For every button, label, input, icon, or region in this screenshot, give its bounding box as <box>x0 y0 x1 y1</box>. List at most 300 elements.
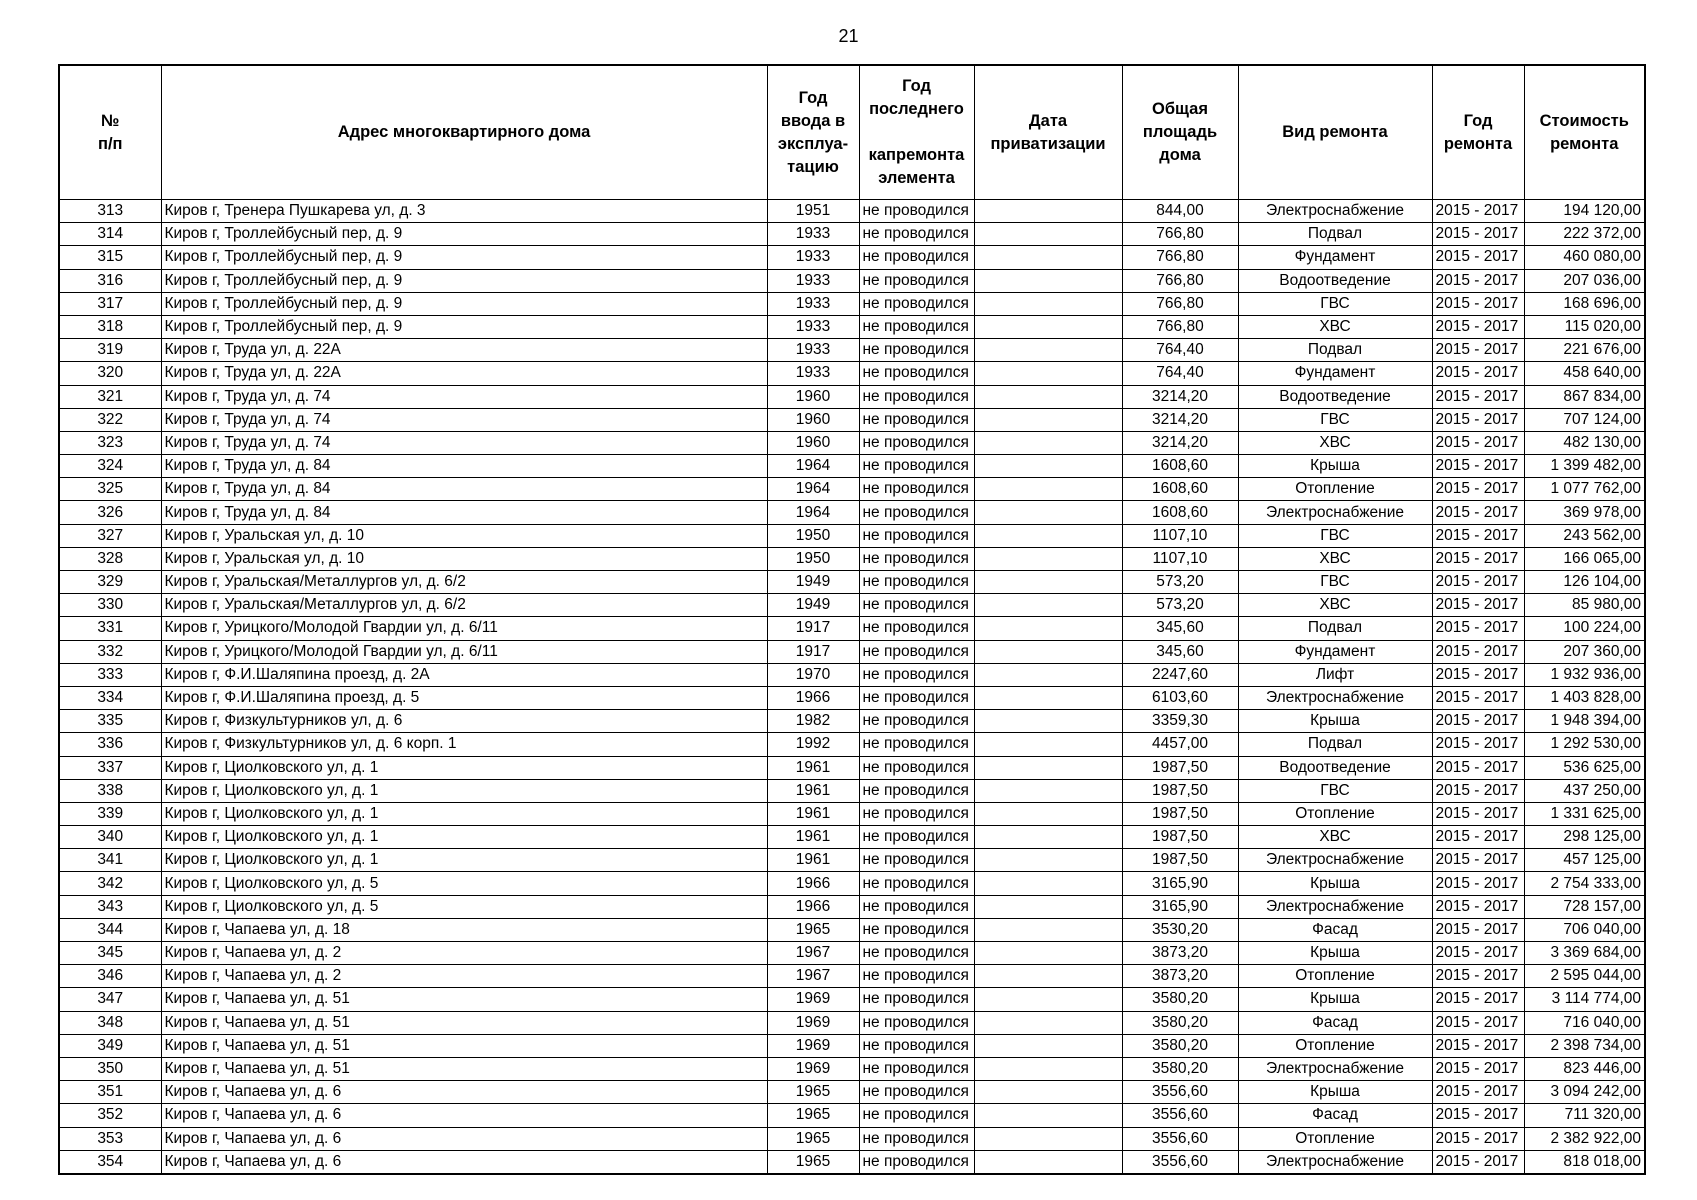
year-built-cell: 1950 <box>767 547 859 570</box>
year-built-cell: 1965 <box>767 1127 859 1150</box>
address-cell: Киров г, Циолковского ул, д. 5 <box>161 872 767 895</box>
row-number: 324 <box>59 455 161 478</box>
repair-type-cell: Подвал <box>1238 617 1432 640</box>
cost-cell: 3 369 684,00 <box>1524 942 1645 965</box>
row-number: 328 <box>59 547 161 570</box>
repair-period-cell: 2015 - 2017 <box>1432 988 1524 1011</box>
last-repair-cell: не проводился <box>859 478 974 501</box>
cost-cell: 437 250,00 <box>1524 779 1645 802</box>
year-built-cell: 1933 <box>767 339 859 362</box>
last-repair-cell: не проводился <box>859 292 974 315</box>
repair-period-cell: 2015 - 2017 <box>1432 478 1524 501</box>
last-repair-cell: не проводился <box>859 779 974 802</box>
address-cell: Киров г, Чапаева ул, д. 18 <box>161 918 767 941</box>
table-row <box>59 524 1645 547</box>
repair-period-cell: 2015 - 2017 <box>1432 686 1524 709</box>
repair-period-cell: 2015 - 2017 <box>1432 200 1524 223</box>
cost-cell: 482 130,00 <box>1524 431 1645 454</box>
address-cell: Киров г, Труда ул, д. 74 <box>161 385 767 408</box>
last-repair-cell: не проводился <box>859 849 974 872</box>
cost-cell: 867 834,00 <box>1524 385 1645 408</box>
table-row <box>59 965 1645 988</box>
last-repair-cell: не проводился <box>859 455 974 478</box>
repair-period-cell: 2015 - 2017 <box>1432 895 1524 918</box>
cost-cell: 207 360,00 <box>1524 640 1645 663</box>
repair-type-cell: Электроснабжение <box>1238 849 1432 872</box>
repair-type-cell: Фундамент <box>1238 246 1432 269</box>
area-cell: 1107,10 <box>1122 524 1238 547</box>
row-number: 329 <box>59 571 161 594</box>
row-number: 321 <box>59 385 161 408</box>
address-cell: Киров г, Чапаева ул, д. 2 <box>161 942 767 965</box>
privatization-cell <box>974 200 1122 223</box>
address-cell: Киров г, Труда ул, д. 74 <box>161 408 767 431</box>
cost-cell: 298 125,00 <box>1524 826 1645 849</box>
repair-register-table <box>58 64 1646 1175</box>
area-cell: 3530,20 <box>1122 918 1238 941</box>
area-cell: 573,20 <box>1122 571 1238 594</box>
repair-type-cell: Крыша <box>1238 988 1432 1011</box>
repair-type-cell: Отопление <box>1238 802 1432 825</box>
repair-type-cell: Электроснабжение <box>1238 1057 1432 1080</box>
repair-period-cell: 2015 - 2017 <box>1432 547 1524 570</box>
repair-period-cell: 2015 - 2017 <box>1432 362 1524 385</box>
year-built-cell: 1933 <box>767 269 859 292</box>
year-built-cell: 1967 <box>767 965 859 988</box>
last-repair-cell: не проводился <box>859 1081 974 1104</box>
cost-cell: 1 932 936,00 <box>1524 663 1645 686</box>
table-row <box>59 571 1645 594</box>
address-cell: Киров г, Чапаева ул, д. 6 <box>161 1150 767 1174</box>
repair-type-cell: Крыша <box>1238 872 1432 895</box>
repair-type-cell: ГВС <box>1238 571 1432 594</box>
cost-cell: 1 331 625,00 <box>1524 802 1645 825</box>
cost-cell: 2 382 922,00 <box>1524 1127 1645 1150</box>
cost-cell: 458 640,00 <box>1524 362 1645 385</box>
privatization-cell <box>974 524 1122 547</box>
privatization-cell <box>974 663 1122 686</box>
last-repair-cell: не проводился <box>859 1104 974 1127</box>
year-built-cell: 1933 <box>767 223 859 246</box>
year-built-cell: 1961 <box>767 779 859 802</box>
last-repair-cell: не проводился <box>859 988 974 1011</box>
privatization-cell <box>974 501 1122 524</box>
table-row <box>59 1127 1645 1150</box>
header-year-built: Год ввода в эксплуа- тацию <box>767 65 859 200</box>
last-repair-cell: не проводился <box>859 756 974 779</box>
address-cell: Киров г, Троллейбусный пер, д. 9 <box>161 292 767 315</box>
table-row <box>59 315 1645 338</box>
address-cell: Киров г, Чапаева ул, д. 51 <box>161 988 767 1011</box>
address-cell: Киров г, Троллейбусный пер, д. 9 <box>161 246 767 269</box>
year-built-cell: 1917 <box>767 640 859 663</box>
year-built-cell: 1982 <box>767 710 859 733</box>
repair-type-cell: Крыша <box>1238 942 1432 965</box>
area-cell: 573,20 <box>1122 594 1238 617</box>
header-cost: Стоимость ремонта <box>1524 65 1645 200</box>
repair-period-cell: 2015 - 2017 <box>1432 849 1524 872</box>
repair-type-cell: Подвал <box>1238 339 1432 362</box>
year-built-cell: 1969 <box>767 1034 859 1057</box>
year-built-cell: 1961 <box>767 756 859 779</box>
cost-cell: 100 224,00 <box>1524 617 1645 640</box>
area-cell: 3556,60 <box>1122 1127 1238 1150</box>
area-cell: 3556,60 <box>1122 1081 1238 1104</box>
table-row <box>59 1011 1645 1034</box>
repair-type-cell: Электроснабжение <box>1238 200 1432 223</box>
privatization-cell <box>974 223 1122 246</box>
area-cell: 6103,60 <box>1122 686 1238 709</box>
year-built-cell: 1933 <box>767 315 859 338</box>
address-cell: Киров г, Тренера Пушкарева ул, д. 3 <box>161 200 767 223</box>
repair-period-cell: 2015 - 2017 <box>1432 1011 1524 1034</box>
area-cell: 1987,50 <box>1122 756 1238 779</box>
row-number: 354 <box>59 1150 161 1174</box>
repair-type-cell: Подвал <box>1238 223 1432 246</box>
repair-type-cell: Фасад <box>1238 918 1432 941</box>
repair-period-cell: 2015 - 2017 <box>1432 246 1524 269</box>
area-cell: 3165,90 <box>1122 872 1238 895</box>
cost-cell: 194 120,00 <box>1524 200 1645 223</box>
privatization-cell <box>974 1081 1122 1104</box>
year-built-cell: 1949 <box>767 594 859 617</box>
privatization-cell <box>974 408 1122 431</box>
repair-period-cell: 2015 - 2017 <box>1432 292 1524 315</box>
table-row <box>59 710 1645 733</box>
address-cell: Киров г, Чапаева ул, д. 2 <box>161 965 767 988</box>
address-cell: Киров г, Циолковского ул, д. 5 <box>161 895 767 918</box>
repair-period-cell: 2015 - 2017 <box>1432 315 1524 338</box>
address-cell: Киров г, Урицкого/Молодой Гвардии ул, д. 6/11 <box>161 640 767 663</box>
repair-period-cell: 2015 - 2017 <box>1432 1034 1524 1057</box>
last-repair-cell: не проводился <box>859 1057 974 1080</box>
privatization-cell <box>974 594 1122 617</box>
area-cell: 766,80 <box>1122 315 1238 338</box>
row-number: 326 <box>59 501 161 524</box>
repair-period-cell: 2015 - 2017 <box>1432 1150 1524 1174</box>
repair-type-cell: Фасад <box>1238 1104 1432 1127</box>
header-last-repair: Год последнего капремонта элемента <box>859 65 974 200</box>
row-number: 319 <box>59 339 161 362</box>
privatization-cell <box>974 547 1122 570</box>
privatization-cell <box>974 849 1122 872</box>
row-number: 336 <box>59 733 161 756</box>
cost-cell: 3 114 774,00 <box>1524 988 1645 1011</box>
table-row <box>59 617 1645 640</box>
area-cell: 1987,50 <box>1122 849 1238 872</box>
row-number: 346 <box>59 965 161 988</box>
privatization-cell <box>974 1127 1122 1150</box>
repair-period-cell: 2015 - 2017 <box>1432 571 1524 594</box>
table-row <box>59 339 1645 362</box>
privatization-cell <box>974 988 1122 1011</box>
repair-period-cell: 2015 - 2017 <box>1432 1057 1524 1080</box>
repair-period-cell: 2015 - 2017 <box>1432 872 1524 895</box>
cost-cell: 126 104,00 <box>1524 571 1645 594</box>
repair-type-cell: Водоотведение <box>1238 756 1432 779</box>
privatization-cell <box>974 640 1122 663</box>
cost-cell: 2 595 044,00 <box>1524 965 1645 988</box>
table-row <box>59 826 1645 849</box>
privatization-cell <box>974 1057 1122 1080</box>
repair-type-cell: ГВС <box>1238 524 1432 547</box>
row-number: 349 <box>59 1034 161 1057</box>
table-row <box>59 292 1645 315</box>
table-row <box>59 362 1645 385</box>
table-row <box>59 200 1645 223</box>
area-cell: 3873,20 <box>1122 965 1238 988</box>
area-cell: 2247,60 <box>1122 663 1238 686</box>
area-cell: 844,00 <box>1122 200 1238 223</box>
last-repair-cell: не проводился <box>859 200 974 223</box>
area-cell: 3359,30 <box>1122 710 1238 733</box>
address-cell: Киров г, Чапаева ул, д. 6 <box>161 1081 767 1104</box>
row-number: 333 <box>59 663 161 686</box>
repair-type-cell: Электроснабжение <box>1238 686 1432 709</box>
address-cell: Киров г, Чапаева ул, д. 51 <box>161 1057 767 1080</box>
row-number: 341 <box>59 849 161 872</box>
last-repair-cell: не проводился <box>859 895 974 918</box>
repair-type-cell: ХВС <box>1238 594 1432 617</box>
year-built-cell: 1933 <box>767 246 859 269</box>
repair-type-cell: ГВС <box>1238 292 1432 315</box>
row-number: 327 <box>59 524 161 547</box>
privatization-cell <box>974 292 1122 315</box>
address-cell: Киров г, Чапаева ул, д. 51 <box>161 1034 767 1057</box>
table-row <box>59 385 1645 408</box>
year-built-cell: 1933 <box>767 362 859 385</box>
year-built-cell: 1965 <box>767 1150 859 1174</box>
year-built-cell: 1965 <box>767 918 859 941</box>
table-row <box>59 431 1645 454</box>
address-cell: Киров г, Труда ул, д. 22А <box>161 362 767 385</box>
repair-type-cell: Крыша <box>1238 455 1432 478</box>
year-built-cell: 1969 <box>767 988 859 1011</box>
table-row <box>59 918 1645 941</box>
repair-period-cell: 2015 - 2017 <box>1432 408 1524 431</box>
cost-cell: 168 696,00 <box>1524 292 1645 315</box>
address-cell: Киров г, Труда ул, д. 84 <box>161 455 767 478</box>
table-row <box>59 756 1645 779</box>
area-cell: 4457,00 <box>1122 733 1238 756</box>
year-built-cell: 1917 <box>767 617 859 640</box>
header-repair-type: Вид ремонта <box>1238 65 1432 200</box>
year-built-cell: 1961 <box>767 802 859 825</box>
cost-cell: 85 980,00 <box>1524 594 1645 617</box>
table-row <box>59 223 1645 246</box>
last-repair-cell: не проводился <box>859 686 974 709</box>
privatization-cell <box>974 1104 1122 1127</box>
repair-period-cell: 2015 - 2017 <box>1432 269 1524 292</box>
privatization-cell <box>974 710 1122 733</box>
area-cell: 3165,90 <box>1122 895 1238 918</box>
privatization-cell <box>974 1011 1122 1034</box>
area-cell: 766,80 <box>1122 269 1238 292</box>
row-number: 320 <box>59 362 161 385</box>
area-cell: 766,80 <box>1122 246 1238 269</box>
last-repair-cell: не проводился <box>859 872 974 895</box>
address-cell: Киров г, Чапаева ул, д. 51 <box>161 1011 767 1034</box>
address-cell: Киров г, Циолковского ул, д. 1 <box>161 756 767 779</box>
area-cell: 764,40 <box>1122 339 1238 362</box>
last-repair-cell: не проводился <box>859 640 974 663</box>
year-built-cell: 1951 <box>767 200 859 223</box>
row-number: 317 <box>59 292 161 315</box>
repair-type-cell: Отопление <box>1238 1127 1432 1150</box>
table-row <box>59 455 1645 478</box>
last-repair-cell: не проводился <box>859 826 974 849</box>
table-row <box>59 942 1645 965</box>
repair-period-cell: 2015 - 2017 <box>1432 826 1524 849</box>
year-built-cell: 1970 <box>767 663 859 686</box>
row-number: 322 <box>59 408 161 431</box>
table-row <box>59 1057 1645 1080</box>
last-repair-cell: не проводился <box>859 269 974 292</box>
repair-type-cell: Лифт <box>1238 663 1432 686</box>
privatization-cell <box>974 1034 1122 1057</box>
address-cell: Киров г, Труда ул, д. 84 <box>161 478 767 501</box>
repair-type-cell: Электроснабжение <box>1238 895 1432 918</box>
area-cell: 345,60 <box>1122 617 1238 640</box>
repair-type-cell: Фасад <box>1238 1011 1432 1034</box>
cost-cell: 115 020,00 <box>1524 315 1645 338</box>
cost-cell: 369 978,00 <box>1524 501 1645 524</box>
privatization-cell <box>974 895 1122 918</box>
area-cell: 3580,20 <box>1122 1011 1238 1034</box>
address-cell: Киров г, Чапаева ул, д. 6 <box>161 1104 767 1127</box>
cost-cell: 818 018,00 <box>1524 1150 1645 1174</box>
last-repair-cell: не проводился <box>859 315 974 338</box>
repair-period-cell: 2015 - 2017 <box>1432 965 1524 988</box>
cost-cell: 2 398 734,00 <box>1524 1034 1645 1057</box>
row-number: 331 <box>59 617 161 640</box>
row-number: 314 <box>59 223 161 246</box>
repair-type-cell: Отопление <box>1238 965 1432 988</box>
year-built-cell: 1967 <box>767 942 859 965</box>
privatization-cell <box>974 617 1122 640</box>
row-number: 352 <box>59 1104 161 1127</box>
last-repair-cell: не проводился <box>859 571 974 594</box>
row-number: 334 <box>59 686 161 709</box>
year-built-cell: 1964 <box>767 455 859 478</box>
table-row <box>59 269 1645 292</box>
table-row <box>59 640 1645 663</box>
repair-period-cell: 2015 - 2017 <box>1432 779 1524 802</box>
last-repair-cell: не проводился <box>859 362 974 385</box>
repair-period-cell: 2015 - 2017 <box>1432 431 1524 454</box>
area-cell: 1608,60 <box>1122 455 1238 478</box>
table-row <box>59 872 1645 895</box>
table-row <box>59 733 1645 756</box>
area-cell: 1987,50 <box>1122 802 1238 825</box>
privatization-cell <box>974 362 1122 385</box>
cost-cell: 457 125,00 <box>1524 849 1645 872</box>
row-number: 318 <box>59 315 161 338</box>
repair-type-cell: ХВС <box>1238 431 1432 454</box>
last-repair-cell: не проводился <box>859 594 974 617</box>
area-cell: 766,80 <box>1122 223 1238 246</box>
address-cell: Киров г, Троллейбусный пер, д. 9 <box>161 223 767 246</box>
cost-cell: 221 676,00 <box>1524 339 1645 362</box>
year-built-cell: 1964 <box>767 501 859 524</box>
header-num: № п/п <box>59 65 161 200</box>
repair-type-cell: ГВС <box>1238 779 1432 802</box>
repair-type-cell: Электроснабжение <box>1238 501 1432 524</box>
header-repair-year: Год ремонта <box>1432 65 1524 200</box>
privatization-cell <box>974 1150 1122 1174</box>
last-repair-cell: не проводился <box>859 246 974 269</box>
table-row <box>59 663 1645 686</box>
privatization-cell <box>974 965 1122 988</box>
area-cell: 345,60 <box>1122 640 1238 663</box>
cost-cell: 536 625,00 <box>1524 756 1645 779</box>
privatization-cell <box>974 872 1122 895</box>
year-built-cell: 1992 <box>767 733 859 756</box>
repair-type-cell: ГВС <box>1238 408 1432 431</box>
privatization-cell <box>974 826 1122 849</box>
privatization-cell <box>974 269 1122 292</box>
last-repair-cell: не проводился <box>859 918 974 941</box>
repair-period-cell: 2015 - 2017 <box>1432 640 1524 663</box>
cost-cell: 207 036,00 <box>1524 269 1645 292</box>
year-built-cell: 1965 <box>767 1081 859 1104</box>
year-built-cell: 1969 <box>767 1057 859 1080</box>
row-number: 337 <box>59 756 161 779</box>
privatization-cell <box>974 246 1122 269</box>
row-number: 323 <box>59 431 161 454</box>
cost-cell: 460 080,00 <box>1524 246 1645 269</box>
year-built-cell: 1933 <box>767 292 859 315</box>
address-cell: Киров г, Ф.И.Шаляпина проезд, д. 2А <box>161 663 767 686</box>
cost-cell: 706 040,00 <box>1524 918 1645 941</box>
cost-cell: 222 372,00 <box>1524 223 1645 246</box>
last-repair-cell: не проводился <box>859 942 974 965</box>
repair-period-cell: 2015 - 2017 <box>1432 617 1524 640</box>
area-cell: 1608,60 <box>1122 501 1238 524</box>
repair-type-cell: Фундамент <box>1238 362 1432 385</box>
repair-period-cell: 2015 - 2017 <box>1432 501 1524 524</box>
table-row <box>59 802 1645 825</box>
repair-period-cell: 2015 - 2017 <box>1432 802 1524 825</box>
cost-cell: 728 157,00 <box>1524 895 1645 918</box>
last-repair-cell: не проводился <box>859 1011 974 1034</box>
row-number: 316 <box>59 269 161 292</box>
area-cell: 3214,20 <box>1122 385 1238 408</box>
last-repair-cell: не проводился <box>859 1034 974 1057</box>
cost-cell: 2 754 333,00 <box>1524 872 1645 895</box>
cost-cell: 711 320,00 <box>1524 1104 1645 1127</box>
privatization-cell <box>974 942 1122 965</box>
last-repair-cell: не проводился <box>859 1150 974 1174</box>
repair-period-cell: 2015 - 2017 <box>1432 710 1524 733</box>
repair-period-cell: 2015 - 2017 <box>1432 733 1524 756</box>
repair-period-cell: 2015 - 2017 <box>1432 594 1524 617</box>
last-repair-cell: не проводился <box>859 733 974 756</box>
repair-period-cell: 2015 - 2017 <box>1432 339 1524 362</box>
cost-cell: 3 094 242,00 <box>1524 1081 1645 1104</box>
table-body <box>59 200 1645 1174</box>
address-cell: Киров г, Физкультурников ул, д. 6 корп. 1 <box>161 733 767 756</box>
table-row <box>59 547 1645 570</box>
year-built-cell: 1961 <box>767 826 859 849</box>
cost-cell: 166 065,00 <box>1524 547 1645 570</box>
page-number: 21 <box>838 26 859 46</box>
privatization-cell <box>974 431 1122 454</box>
repair-type-cell: Отопление <box>1238 1034 1432 1057</box>
area-cell: 1987,50 <box>1122 779 1238 802</box>
address-cell: Киров г, Труда ул, д. 84 <box>161 501 767 524</box>
privatization-cell <box>974 385 1122 408</box>
